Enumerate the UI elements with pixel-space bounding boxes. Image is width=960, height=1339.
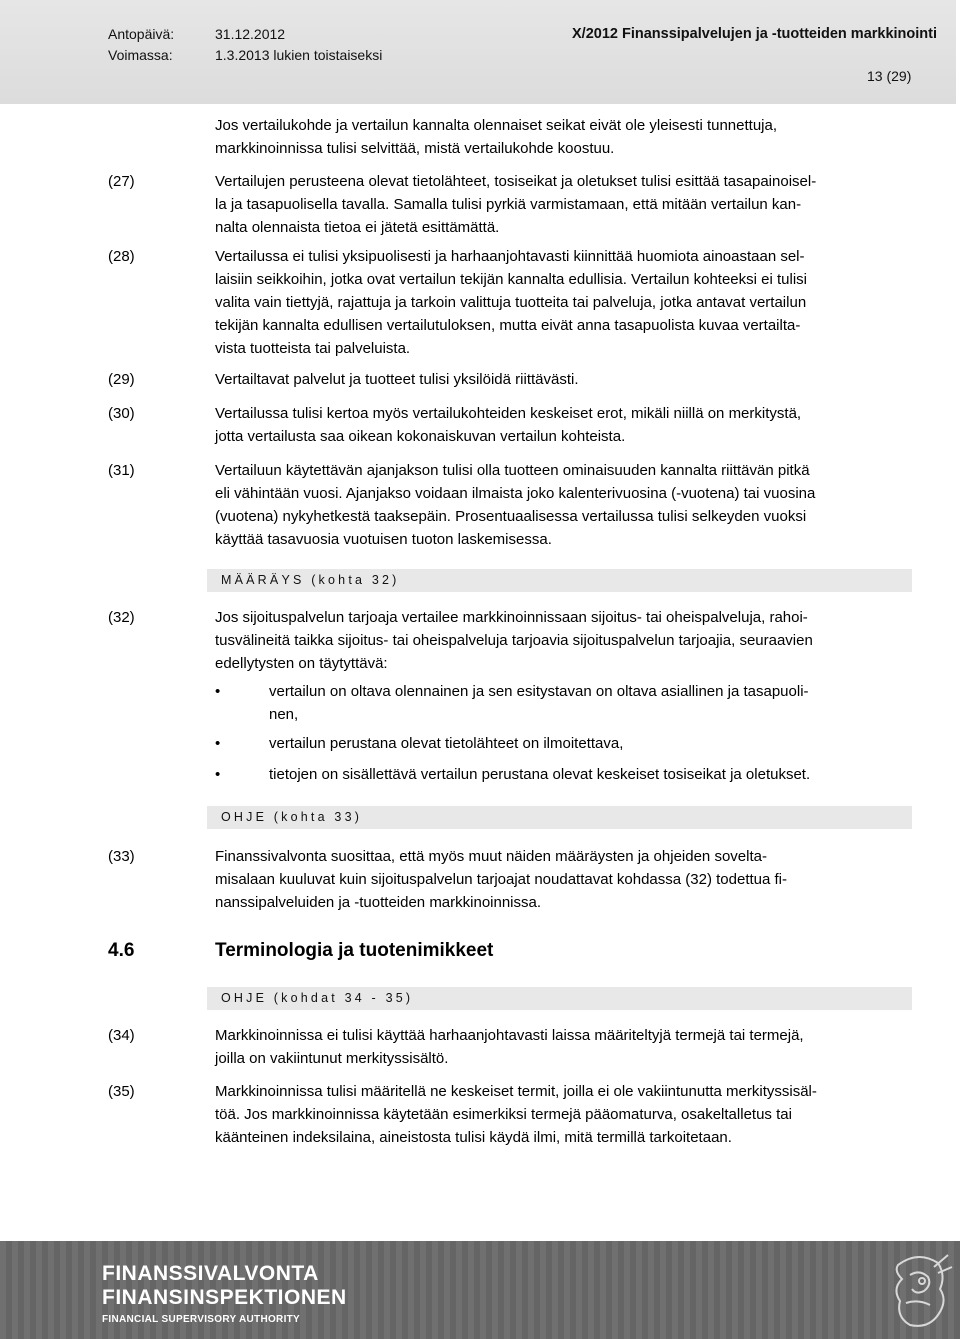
logo-text-english: FINANCIAL SUPERVISORY AUTHORITY: [102, 1314, 301, 1325]
regulation-band: MÄÄRÄYS (kohta 32): [207, 569, 912, 592]
paragraph-number-33: (33): [108, 848, 135, 865]
text-line: Vertailujen perusteena olevat tietolähteet, tosiseikat ja oletukset tulisi esittää tasapainoisel-: [215, 173, 817, 190]
text-line: (vuotena) nykyhetkestä taaksepäin. Prosentuaalisessa vertailussa tulisi selkeyden vuoksi: [215, 508, 807, 525]
text-line: jotta vertailusta saa oikean kokonaiskuvan vertailun kohteista.: [215, 428, 626, 445]
text-line: misalaan kuuluvat kuin sijoituspalvelun tarjoajat noudattavat kohdassa (32) todettua fi-: [215, 871, 788, 888]
text-line: joilla on vakiintunut merkityssisältö.: [215, 1050, 449, 1067]
text-line: nen,: [269, 706, 299, 723]
text-line: käyttää tasavuosia vuotuisen tuoton laskemisessa.: [215, 531, 552, 548]
section-title: Terminologia ja tuotenimikkeet: [215, 940, 494, 961]
paragraph-29: [215, 368, 905, 391]
text-line: Markkinoinnissa ei tulisi käyttää harhaanjohtavasti laissa määriteltyjä termejä tai termejä,: [215, 1027, 804, 1044]
valid-label: Voimassa:: [108, 47, 173, 63]
paragraph-number-27: (27): [108, 173, 135, 190]
text-line: nanssipalveluiden ja -tuotteiden markkinoinnissa.: [215, 894, 542, 911]
guideline-band: OHJE (kohta 33): [207, 806, 912, 829]
paragraph-34: [215, 1024, 905, 1070]
text-line: edellytysten on täytyttävä:: [215, 655, 388, 672]
page-header: [0, 0, 960, 104]
issue-date-label: Antopäivä:: [108, 26, 175, 42]
text-line: Vertailuun käytettävän ajanjakson tulisi olla tuotteen ominaisuuden kannalta riittävän pitkä: [215, 462, 810, 479]
paragraph-31: [215, 459, 905, 551]
text-line: vista tuotteista tai palveluista.: [215, 340, 411, 357]
text-line: laisiin seikkoihin, jotka ovat vertailun tekijän kannalta edullisia. Vertailun kohteeksi ei tulisi: [215, 271, 807, 288]
paragraph-number-28: (28): [108, 248, 135, 265]
text-line: valita vain tiettyjä, rajattuja ja tarkoin valittuja tuotteita tai palveluja, jotka antavat vertailun: [215, 294, 807, 311]
paragraph-number-29: (29): [108, 371, 135, 388]
text-line: Vertailtavat palvelut ja tuotteet tulisi yksilöidä riittävästi.: [215, 371, 579, 388]
text-line: tusvälineitä taikka sijoitus- tai oheispalveluja tarjoavia sijoituspalvelun tarjoajia, seuraavien: [215, 632, 813, 649]
bullet-icon: •: [215, 735, 221, 752]
section-number: 4.6: [108, 940, 135, 961]
paragraph-number-31: (31): [108, 462, 135, 479]
document-title: X/2012 Finanssipalvelujen ja -tuotteiden markkinointi: [572, 26, 938, 42]
paragraph-35: [215, 1080, 905, 1149]
text-line: markkinoinnissa tulisi selvittää, mistä vertailukohde koostuu.: [215, 140, 615, 157]
text-line: Vertailussa ei tulisi yksipuolisesti ja harhaanjohtavasti kiinnittää huomiota ainoastaan sel-: [215, 248, 805, 265]
paragraph-30: [215, 402, 905, 448]
text-line: tietojen on sisällettävä vertailun perustana olevat keskeiset tosiseikat ja oletukset.: [269, 766, 811, 783]
bullet-icon: •: [215, 683, 221, 700]
text-line: Vertailussa tulisi kertoa myös vertailukohteiden keskeiset erot, mikäli niillä on merkitystä,: [215, 405, 802, 422]
guideline-band: OHJE (kohdat 34 - 35): [207, 987, 912, 1010]
page-number: 13 (29): [867, 68, 912, 84]
paragraph-number-34: (34): [108, 1027, 135, 1044]
text-line: nalta olennaista tietoa ei jätetä esittämättä.: [215, 219, 500, 236]
paragraph-32: [215, 606, 905, 675]
paragraph-number-30: (30): [108, 405, 135, 422]
text-line: töä. Jos markkinoinnissa käytetään esimerkiksi termejä pääomaturva, osakeltalletus tai: [215, 1106, 792, 1123]
paragraph-number-35: (35): [108, 1083, 135, 1100]
text-line: tekijän kannalta edullisen vertailutuloksen, mutta eivät anna tasapuolista kuvaa vertailta-: [215, 317, 801, 334]
text-line: Markkinoinnissa tulisi määritellä ne keskeiset termit, joilla ei ole vakiintunutta merkityssisäl-: [215, 1083, 817, 1100]
text-line: Finanssivalvonta suosittaa, että myös muut näiden määräysten ja ohjeiden sovelta-: [215, 848, 767, 865]
text-line: vertailun on oltava olennainen ja sen esitystavan on oltava asiallinen ja tasapuoli-: [269, 683, 809, 700]
text-line: vertailun perustana olevat tietolähteet on ilmoitettava,: [269, 735, 624, 752]
valid-value: 1.3.2013 lukien toistaiseksi: [215, 47, 383, 63]
bullet-icon: •: [215, 766, 221, 783]
paragraph-number-32: (32): [108, 609, 135, 626]
logo-text-swedish: FINANSINSPEKTIONEN: [102, 1286, 347, 1309]
page-footer: [0, 1241, 960, 1339]
paragraph-27: [215, 170, 905, 239]
text-line: käänteinen indeksilaina, aineistosta tulisi käydä ilmi, mitä termillä tarkoitetaan.: [215, 1129, 732, 1146]
issue-date-value: 31.12.2012: [215, 26, 286, 42]
text-line: la ja tasapuolisella tavalla. Samalla tulisi pyrkiä varmistamaan, että mitään vertailun kan-: [215, 196, 802, 213]
text-line: Jos sijoituspalvelun tarjoaja vertailee markkinoinnissaan sijoitus- tai oheispalveluja, rahoi-: [215, 609, 808, 626]
logo-text-finnish: FINANSSIVALVONTA: [102, 1262, 319, 1285]
paragraph-28: [215, 245, 905, 360]
paragraph-33: [215, 845, 905, 914]
paragraph-continuation: [215, 114, 905, 160]
lion-emblem-icon: [888, 1245, 954, 1335]
text-line: Jos vertailukohde ja vertailun kannalta olennaiset seikat eivät ole yleisesti tunnettuja,: [215, 117, 778, 134]
text-line: eli vähintään vuosi. Ajanjakso voidaan ilmaista joko kalenterivuosina (-vuotena) tai vuosina: [215, 485, 816, 502]
